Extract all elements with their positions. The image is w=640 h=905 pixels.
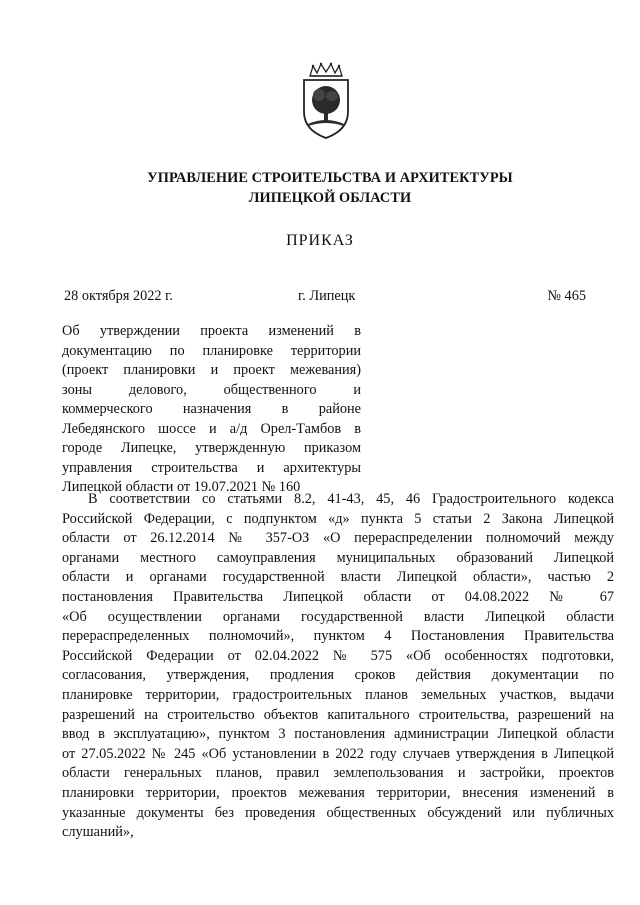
body-line: планировки территории, проектов межевания территории, внесения изменений в bbox=[62, 784, 614, 801]
body-line: Российской Федерации, с подпунктом «д» пункта 5 статьи 2 Закона Липецкой bbox=[62, 510, 614, 527]
document-type: ПРИКАЗ bbox=[286, 232, 354, 249]
document-date: 28 октября 2022 г. bbox=[64, 288, 173, 304]
body-line: «Об осуществлении органами государственной власти Липецкой области bbox=[62, 608, 614, 625]
subject-line: управления строительства и архитектуры bbox=[62, 459, 361, 476]
body-line: разрешений на строительство объектов капитального строительства, разрешений на bbox=[62, 706, 614, 723]
body-line: области и органами государственной власти Липецкой области», частью 2 bbox=[62, 569, 614, 586]
body-line: области от 26.12.2014 № 357-ОЗ «О перераспределении полномочий между bbox=[62, 530, 614, 547]
document-number: № 465 bbox=[547, 288, 586, 304]
subject-line: городе Липецке, утвержденную приказом bbox=[62, 440, 361, 456]
subject-line: Липецкой области от 19.07.2021 № 160 bbox=[62, 479, 301, 495]
organization-title-line2: ЛИПЕЦКОЙ ОБЛАСТИ bbox=[248, 190, 412, 206]
body-line: области генеральных планов, правил землепользования и застройки, проектов bbox=[62, 765, 614, 782]
body-line: ввод в эксплуатацию», пунктом 3 постановления администрации Липецкой области bbox=[62, 726, 614, 743]
organization-title bbox=[60, 168, 600, 208]
body-line: органами местного самоуправления муниципальных образований Липецкой bbox=[62, 549, 614, 566]
subject-line: (проект планировки и проект межевания) bbox=[62, 362, 361, 378]
body-line: В соответствии со статьями 8.2, 41-43, 45, 46 Градостроительного кодекса bbox=[88, 491, 614, 507]
document-city: г. Липецк bbox=[298, 288, 356, 304]
subject-line: Лебедянского шоссе и а/д Орел-Тамбов в bbox=[62, 420, 361, 437]
order-body bbox=[62, 490, 614, 843]
body-line: постановления Правительства Липецкой области от 04.08.2022 № 67 bbox=[62, 588, 614, 605]
coat-of-arms-icon bbox=[300, 62, 352, 140]
subject-line: зоны делового, общественного и bbox=[62, 381, 361, 398]
subject-line: документацию по планировке территории bbox=[62, 342, 361, 359]
body-line: планировке территории, градостроительных планов земельных участков, выдачи bbox=[62, 686, 614, 703]
organization-title-line1: УПРАВЛЕНИЕ СТРОИТЕЛЬСТВА И АРХИТЕКТУРЫ bbox=[147, 170, 513, 186]
order-subject bbox=[62, 322, 361, 498]
body-line: перераспределенных полномочий», пунктом 4 Постановления Правительства bbox=[62, 628, 614, 645]
body-line: слушаний», bbox=[62, 824, 134, 841]
body-line: Российской Федерации от 02.04.2022 № 575 «Об особенностях подготовки, bbox=[62, 647, 614, 664]
subject-line: Об утверждении проекта изменений в bbox=[62, 323, 361, 339]
body-line: указанные документы без проведения общественных обсуждений или публичных bbox=[62, 804, 614, 821]
subject-line: коммерческого назначения в районе bbox=[62, 401, 361, 417]
body-line: согласования, утверждения, продления сроков действия документации по bbox=[62, 667, 614, 684]
body-line: от 27.05.2022 № 245 «Об установлении в 2022 году случаев утверждения в Липецкой bbox=[62, 745, 614, 762]
